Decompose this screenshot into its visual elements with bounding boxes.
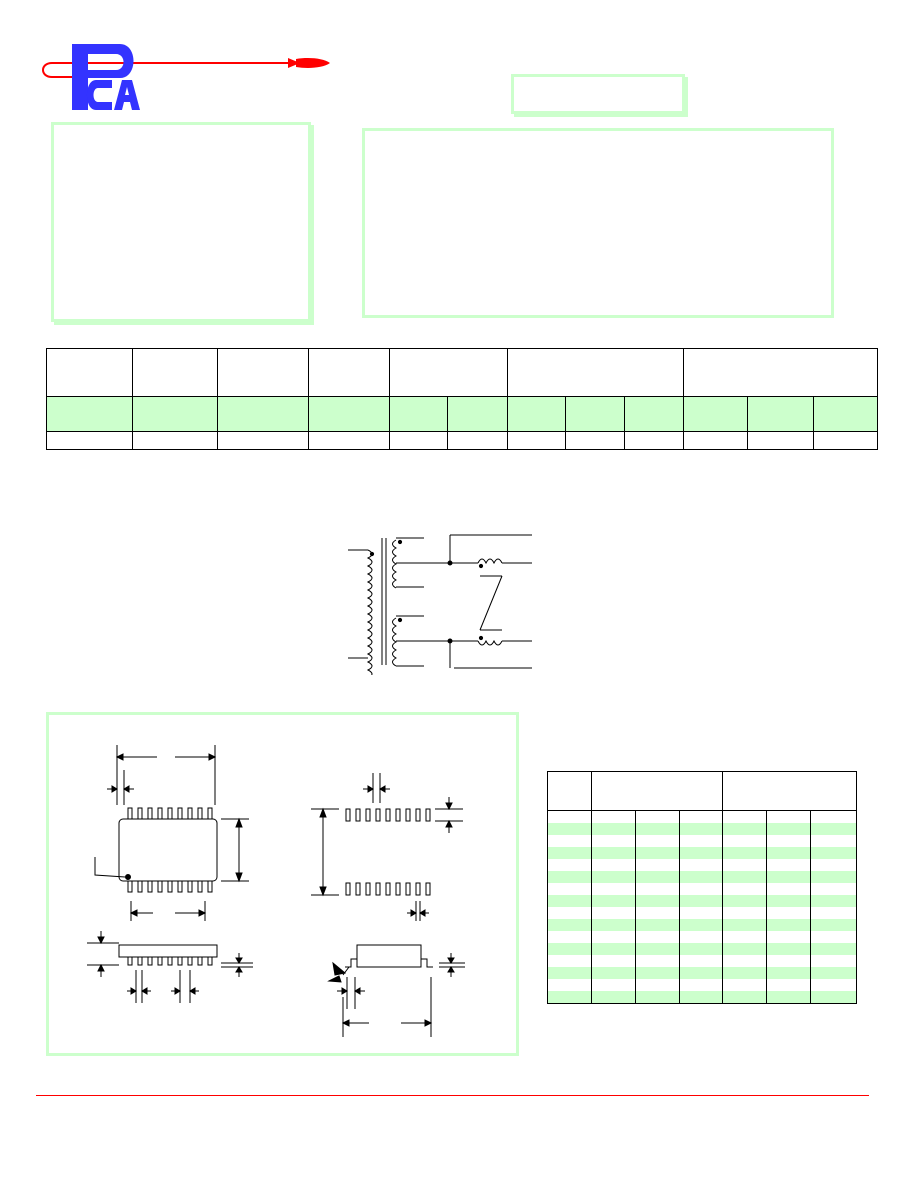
package-drawing <box>49 715 516 1053</box>
dim-row <box>548 967 857 979</box>
spec-cell <box>308 432 389 450</box>
dim-row <box>548 823 857 835</box>
dim-header-row <box>548 772 857 811</box>
dim-row <box>548 871 857 883</box>
top-view <box>95 745 249 921</box>
dim-row <box>548 919 857 931</box>
spec-cell <box>47 432 133 450</box>
arrow-tip-icon <box>288 58 330 68</box>
logo-letter-a <box>114 80 140 110</box>
spec-cell <box>625 432 684 450</box>
package-body <box>119 819 217 881</box>
pin1-marker <box>126 875 131 880</box>
spec-header-cell <box>508 349 684 397</box>
secondary-winding-top <box>393 538 451 588</box>
dimension-table <box>547 771 857 1004</box>
side-view <box>87 931 253 1003</box>
top-pins-upper <box>128 808 212 819</box>
dim-header-cell <box>548 772 592 811</box>
spec-cell <box>684 397 748 432</box>
transformer-schematic <box>340 530 540 675</box>
part-number-box <box>511 74 685 114</box>
dim-row <box>548 859 857 871</box>
top-pins-lower <box>128 881 212 892</box>
spec-cell <box>389 432 448 450</box>
dim-row <box>548 979 857 991</box>
spec-cell <box>217 432 308 450</box>
spec-cell <box>508 397 566 432</box>
spec-cell <box>748 432 814 450</box>
dim-row <box>548 883 857 895</box>
spec-value-row <box>47 432 878 450</box>
dim-row <box>548 811 857 824</box>
spec-header-row <box>47 349 878 397</box>
dim-row <box>548 907 857 919</box>
spec-subheader-row <box>47 397 878 432</box>
spec-cell <box>47 397 133 432</box>
primary-winding <box>348 550 374 675</box>
spec-cell <box>308 397 389 432</box>
pad-layout <box>311 773 463 921</box>
spec-cell <box>813 432 877 450</box>
logo-graphic <box>38 44 338 114</box>
footer-rule <box>36 1095 869 1096</box>
spec-cell <box>566 432 625 450</box>
spec-cell <box>625 397 684 432</box>
spec-cell <box>566 397 625 432</box>
spec-cell <box>217 397 308 432</box>
dim-header-cell <box>723 772 857 811</box>
end-body <box>357 945 421 967</box>
spec-cell <box>448 432 508 450</box>
choke-bottom <box>450 630 532 645</box>
spec-cell <box>508 432 566 450</box>
features-box <box>51 122 311 322</box>
electrical-spec-table <box>46 348 878 450</box>
spec-cell <box>448 397 508 432</box>
company-logo <box>38 44 338 114</box>
coupling-line <box>480 576 502 630</box>
spec-header-cell <box>47 349 133 397</box>
spec-cell <box>389 397 448 432</box>
dim-row <box>548 895 857 907</box>
end-view <box>329 945 465 1037</box>
dim-row <box>548 931 857 943</box>
spec-header-cell <box>308 349 389 397</box>
spec-header-cell <box>684 349 878 397</box>
spec-cell <box>132 432 217 450</box>
spec-cell <box>132 397 217 432</box>
dim-row <box>548 835 857 847</box>
logo-letter-c <box>87 80 112 110</box>
dim-row <box>548 943 857 955</box>
side-body <box>119 945 217 957</box>
spec-header-cell <box>389 349 508 397</box>
spec-cell <box>684 432 748 450</box>
dim-row <box>548 847 857 859</box>
package-drawing-box <box>46 712 519 1056</box>
choke-top <box>450 559 532 576</box>
secondary-winding-bottom <box>393 616 451 666</box>
dim-row <box>548 991 857 1004</box>
spec-cell <box>813 397 877 432</box>
dim-header-cell <box>591 772 723 811</box>
description-box <box>362 128 834 318</box>
spec-header-cell <box>132 349 217 397</box>
spec-header-cell <box>217 349 308 397</box>
dim-row <box>548 955 857 967</box>
spec-cell <box>748 397 814 432</box>
